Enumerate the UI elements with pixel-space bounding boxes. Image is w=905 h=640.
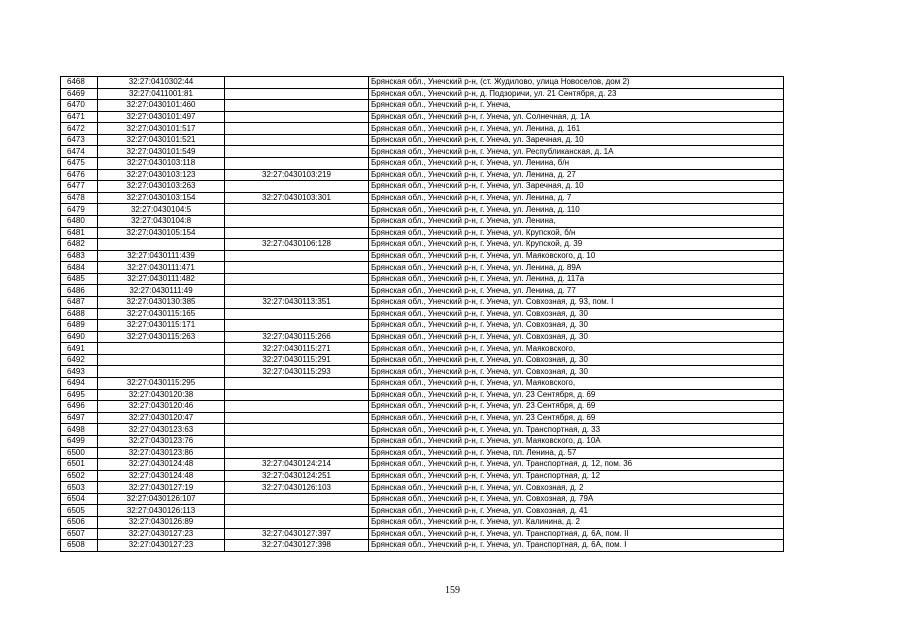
table-row bbox=[61, 424, 784, 436]
cell-related-cadastral-number bbox=[225, 435, 369, 447]
cell-address: Брянская обл., Унечский р-н, г. Унеча, ул. Ленина, д. 89А bbox=[369, 262, 784, 274]
cell-related-cadastral-number bbox=[225, 493, 369, 505]
cell-related-cadastral-number bbox=[225, 424, 369, 436]
cell-cadastral-number: 32:27:0430115:165 bbox=[98, 308, 225, 320]
cell-address: Брянская обл., Унечский р-н, г. Унеча, ул. Ленина, д. 161 bbox=[369, 123, 784, 135]
cell-record-number: 6470 bbox=[61, 100, 98, 112]
table-row bbox=[61, 354, 784, 366]
table-row bbox=[61, 158, 784, 170]
cell-record-number: 6481 bbox=[61, 227, 98, 239]
table-row bbox=[61, 77, 784, 89]
cell-address: Брянская обл., Унечский р-н, г. Унеча, ул. Транспортная, д. 6А, пом. II bbox=[369, 528, 784, 540]
cell-cadastral-number: 32:27:0430111:49 bbox=[98, 285, 225, 297]
cell-address: Брянская обл., Унечский р-н, г. Унеча, ул. Солнечная, д. 1А bbox=[369, 111, 784, 123]
cell-address: Брянская обл., Унечский р-н, г. Унеча, ул. Крупской, б/н bbox=[369, 227, 784, 239]
cell-cadastral-number: 32:27:0430103:118 bbox=[98, 158, 225, 170]
cell-record-number: 6477 bbox=[61, 181, 98, 193]
cell-address: Брянская обл., Унечский р-н, (ст. Жудилово, улица Новоселов, дом 2) bbox=[369, 77, 784, 89]
cell-related-cadastral-number: 32:27:0430115:293 bbox=[225, 366, 369, 378]
table-row bbox=[61, 227, 784, 239]
table-row bbox=[61, 389, 784, 401]
cell-cadastral-number: 32:27:0430103:154 bbox=[98, 192, 225, 204]
cell-related-cadastral-number: 32:27:0430124:214 bbox=[225, 459, 369, 471]
table-row bbox=[61, 296, 784, 308]
table-row bbox=[61, 134, 784, 146]
cell-address: Брянская обл., Унечский р-н, г. Унеча, ул. Совхозная, д. 79А bbox=[369, 493, 784, 505]
cell-cadastral-number: 32:27:0430126:113 bbox=[98, 505, 225, 517]
cell-cadastral-number: 32:27:0430104:8 bbox=[98, 215, 225, 227]
cell-record-number: 6501 bbox=[61, 459, 98, 471]
cell-address: Брянская обл., Унечский р-н, д. Подзоричи, ул. 21 Сентября, д. 23 bbox=[369, 88, 784, 100]
cell-cadastral-number: 32:27:0430103:263 bbox=[98, 181, 225, 193]
cell-record-number: 6484 bbox=[61, 262, 98, 274]
cell-record-number: 6468 bbox=[61, 77, 98, 89]
cell-related-cadastral-number bbox=[225, 111, 369, 123]
cell-related-cadastral-number bbox=[225, 134, 369, 146]
cell-related-cadastral-number bbox=[225, 181, 369, 193]
cell-cadastral-number: 32:27:0430101:517 bbox=[98, 123, 225, 135]
cell-cadastral-number: 32:27:0430126:107 bbox=[98, 493, 225, 505]
cell-related-cadastral-number bbox=[225, 505, 369, 517]
table-row bbox=[61, 123, 784, 135]
cell-cadastral-number bbox=[98, 343, 225, 355]
cell-address: Брянская обл., Унечский р-н, г. Унеча, ул. Транспортная, д. 33 bbox=[369, 424, 784, 436]
cell-related-cadastral-number bbox=[225, 250, 369, 262]
table-row bbox=[61, 88, 784, 100]
cell-related-cadastral-number bbox=[225, 320, 369, 332]
table-row bbox=[61, 516, 784, 528]
cell-address: Брянская обл., Унечский р-н, г. Унеча, ул. Республиканская, д. 1А bbox=[369, 146, 784, 158]
cell-cadastral-number: 32:27:0430123:86 bbox=[98, 447, 225, 459]
cell-cadastral-number: 32:27:0430123:63 bbox=[98, 424, 225, 436]
cell-record-number: 6504 bbox=[61, 493, 98, 505]
cell-related-cadastral-number: 32:27:0430115:271 bbox=[225, 343, 369, 355]
cell-record-number: 6486 bbox=[61, 285, 98, 297]
cell-related-cadastral-number: 32:27:0430127:397 bbox=[225, 528, 369, 540]
cell-related-cadastral-number bbox=[225, 401, 369, 413]
cell-related-cadastral-number: 32:27:0430103:219 bbox=[225, 169, 369, 181]
cell-record-number: 6485 bbox=[61, 273, 98, 285]
table-row bbox=[61, 308, 784, 320]
cell-cadastral-number: 32:27:0430101:549 bbox=[98, 146, 225, 158]
cell-address: Брянская обл., Унечский р-н, г. Унеча, ул. Маяковского, д. 10 bbox=[369, 250, 784, 262]
cell-record-number: 6487 bbox=[61, 296, 98, 308]
cell-record-number: 6473 bbox=[61, 134, 98, 146]
cell-record-number: 6480 bbox=[61, 215, 98, 227]
cell-address: Брянская обл., Унечский р-н, г. Унеча, ул. Ленина, д. 27 bbox=[369, 169, 784, 181]
cell-record-number: 6493 bbox=[61, 366, 98, 378]
cell-related-cadastral-number: 32:27:0430127:398 bbox=[225, 540, 369, 552]
cell-related-cadastral-number bbox=[225, 204, 369, 216]
cell-address: Брянская обл., Унечский р-н, г. Унеча, ул. Ленина, д. 110 bbox=[369, 204, 784, 216]
cell-record-number: 6497 bbox=[61, 412, 98, 424]
cell-address: Брянская обл., Унечский р-н, г. Унеча, ул. Крупской, д. 39 bbox=[369, 239, 784, 251]
cell-cadastral-number: 32:27:0430115:295 bbox=[98, 378, 225, 390]
cell-cadastral-number: 32:27:0430127:19 bbox=[98, 482, 225, 494]
cell-address: Брянская обл., Унечский р-н, г. Унеча, ул. Совхозная, д. 2 bbox=[369, 482, 784, 494]
table-row bbox=[61, 204, 784, 216]
table-row bbox=[61, 435, 784, 447]
cell-record-number: 6508 bbox=[61, 540, 98, 552]
cell-related-cadastral-number bbox=[225, 308, 369, 320]
cell-related-cadastral-number: 32:27:0430106:128 bbox=[225, 239, 369, 251]
cell-address: Брянская обл., Унечский р-н, г. Унеча, ул. Совхозная, д. 30 bbox=[369, 354, 784, 366]
table-row bbox=[61, 447, 784, 459]
table-row bbox=[61, 401, 784, 413]
cell-address: Брянская обл., Унечский р-н, г. Унеча, ул. Совхозная, д. 30 bbox=[369, 366, 784, 378]
cell-related-cadastral-number bbox=[225, 389, 369, 401]
cell-address: Брянская обл., Унечский р-н, г. Унеча, ул. Ленина, bbox=[369, 215, 784, 227]
cell-record-number: 6495 bbox=[61, 389, 98, 401]
table-row bbox=[61, 470, 784, 482]
cell-address: Брянская обл., Унечский р-н, г. Унеча, ул. Совхозная, д. 30 bbox=[369, 308, 784, 320]
cell-address: Брянская обл., Унечский р-н, г. Унеча, ул. Маяковского, bbox=[369, 378, 784, 390]
page-number: 159 bbox=[445, 585, 460, 596]
cell-related-cadastral-number bbox=[225, 516, 369, 528]
cell-record-number: 6494 bbox=[61, 378, 98, 390]
table-row bbox=[61, 250, 784, 262]
table-row bbox=[61, 378, 784, 390]
cell-cadastral-number: 32:27:0411001:81 bbox=[98, 88, 225, 100]
cell-record-number: 6482 bbox=[61, 239, 98, 251]
cell-related-cadastral-number bbox=[225, 227, 369, 239]
cell-address: Брянская обл., Унечский р-н, г. Унеча, ул. Совхозная, д. 41 bbox=[369, 505, 784, 517]
table-row bbox=[61, 320, 784, 332]
cell-address: Брянская обл., Унечский р-н, г. Унеча, ул. Калинина, д. 2 bbox=[369, 516, 784, 528]
table-row bbox=[61, 366, 784, 378]
cell-record-number: 6479 bbox=[61, 204, 98, 216]
cell-related-cadastral-number bbox=[225, 100, 369, 112]
cell-record-number: 6489 bbox=[61, 320, 98, 332]
cell-related-cadastral-number: 32:27:0430115:266 bbox=[225, 331, 369, 343]
cell-record-number: 6483 bbox=[61, 250, 98, 262]
cell-related-cadastral-number bbox=[225, 285, 369, 297]
table-row bbox=[61, 343, 784, 355]
cell-related-cadastral-number bbox=[225, 146, 369, 158]
cell-related-cadastral-number: 32:27:0430113:351 bbox=[225, 296, 369, 308]
table-row bbox=[61, 146, 784, 158]
cell-address: Брянская обл., Унечский р-н, г. Унеча, ул. Транспортная, д. 6А, пом. I bbox=[369, 540, 784, 552]
cell-address: Брянская обл., Унечский р-н, г. Унеча, ул. Ленина, д. 77 bbox=[369, 285, 784, 297]
cell-related-cadastral-number bbox=[225, 447, 369, 459]
cell-address: Брянская обл., Унечский р-н, г. Унеча, bbox=[369, 100, 784, 112]
cell-cadastral-number: 32:27:0430101:497 bbox=[98, 111, 225, 123]
cell-cadastral-number: 32:27:0430127:23 bbox=[98, 528, 225, 540]
cell-record-number: 6490 bbox=[61, 331, 98, 343]
cell-address: Брянская обл., Унечский р-н, г. Унеча, ул. Совхозная, д. 30 bbox=[369, 320, 784, 332]
table-row bbox=[61, 169, 784, 181]
cell-record-number: 6502 bbox=[61, 470, 98, 482]
cell-cadastral-number bbox=[98, 239, 225, 251]
table-row bbox=[61, 505, 784, 517]
cell-related-cadastral-number bbox=[225, 378, 369, 390]
cell-address: Брянская обл., Унечский р-н, г. Унеча, ул. Заречная, д. 10 bbox=[369, 134, 784, 146]
cell-address: Брянская обл., Унечский р-н, г. Унеча, ул. Заречная, д. 10 bbox=[369, 181, 784, 193]
cell-address: Брянская обл., Унечский р-н, г. Унеча, ул. Маяковского, д. 10А bbox=[369, 435, 784, 447]
table-row bbox=[61, 482, 784, 494]
cell-record-number: 6499 bbox=[61, 435, 98, 447]
cell-record-number: 6496 bbox=[61, 401, 98, 413]
cell-cadastral-number: 32:27:0430105:154 bbox=[98, 227, 225, 239]
cell-related-cadastral-number bbox=[225, 412, 369, 424]
cell-record-number: 6505 bbox=[61, 505, 98, 517]
cell-cadastral-number: 32:27:0430103:123 bbox=[98, 169, 225, 181]
cell-cadastral-number: 32:27:0430115:171 bbox=[98, 320, 225, 332]
cell-address: Брянская обл., Унечский р-н, г. Унеча, пл. Ленина, д. 57 bbox=[369, 447, 784, 459]
cell-record-number: 6469 bbox=[61, 88, 98, 100]
cell-related-cadastral-number bbox=[225, 158, 369, 170]
cell-cadastral-number: 32:27:0430120:38 bbox=[98, 389, 225, 401]
cell-related-cadastral-number bbox=[225, 77, 369, 89]
cell-cadastral-number: 32:27:0430124:48 bbox=[98, 470, 225, 482]
cell-cadastral-number: 32:27:0430115:263 bbox=[98, 331, 225, 343]
cell-related-cadastral-number: 32:27:0430103:301 bbox=[225, 192, 369, 204]
table-row bbox=[61, 528, 784, 540]
cell-cadastral-number: 32:27:0430130:385 bbox=[98, 296, 225, 308]
cell-cadastral-number: 32:27:0430111:482 bbox=[98, 273, 225, 285]
table-row bbox=[61, 181, 784, 193]
cell-record-number: 6498 bbox=[61, 424, 98, 436]
table-row bbox=[61, 285, 784, 297]
cell-related-cadastral-number: 32:27:0430124:251 bbox=[225, 470, 369, 482]
cell-cadastral-number: 32:27:0430101:521 bbox=[98, 134, 225, 146]
registry-table-body bbox=[61, 77, 784, 552]
cell-address: Брянская обл., Унечский р-н, г. Унеча, ул. Транспортная, д. 12 bbox=[369, 470, 784, 482]
cell-record-number: 6478 bbox=[61, 192, 98, 204]
cell-record-number: 6488 bbox=[61, 308, 98, 320]
cell-related-cadastral-number: 32:27:0430115:291 bbox=[225, 354, 369, 366]
registry-table bbox=[60, 76, 784, 552]
cell-record-number: 6503 bbox=[61, 482, 98, 494]
table-row bbox=[61, 215, 784, 227]
cell-cadastral-number: 32:27:0410302:44 bbox=[98, 77, 225, 89]
cell-cadastral-number: 32:27:0430101:460 bbox=[98, 100, 225, 112]
cell-record-number: 6476 bbox=[61, 169, 98, 181]
cell-cadastral-number: 32:27:0430120:47 bbox=[98, 412, 225, 424]
cell-address: Брянская обл., Унечский р-н, г. Унеча, ул. Маяковского, bbox=[369, 343, 784, 355]
cell-cadastral-number: 32:27:0430111:439 bbox=[98, 250, 225, 262]
cell-cadastral-number: 32:27:0430111:471 bbox=[98, 262, 225, 274]
cell-address: Брянская обл., Унечский р-н, г. Унеча, ул. Совхозная, д. 30 bbox=[369, 331, 784, 343]
cell-address: Брянская обл., Унечский р-н, г. Унеча, ул. 23 Сентября, д. 69 bbox=[369, 389, 784, 401]
cell-cadastral-number: 32:27:0430124:48 bbox=[98, 459, 225, 471]
cell-cadastral-number: 32:27:0430123:76 bbox=[98, 435, 225, 447]
cell-address: Брянская обл., Унечский р-н, г. Унеча, ул. Ленина, б/н bbox=[369, 158, 784, 170]
cell-record-number: 6475 bbox=[61, 158, 98, 170]
cell-record-number: 6500 bbox=[61, 447, 98, 459]
cell-address: Брянская обл., Унечский р-н, г. Унеча, ул. 23 Сентября, д. 69 bbox=[369, 401, 784, 413]
cell-cadastral-number: 32:27:0430120:46 bbox=[98, 401, 225, 413]
cell-address: Брянская обл., Унечский р-н, г. Унеча, ул. Транспортная, д. 12, пом. 36 bbox=[369, 459, 784, 471]
cell-related-cadastral-number bbox=[225, 215, 369, 227]
table-row bbox=[61, 273, 784, 285]
cell-cadastral-number: 32:27:0430104:5 bbox=[98, 204, 225, 216]
cell-related-cadastral-number bbox=[225, 88, 369, 100]
cell-related-cadastral-number: 32:27:0430126:103 bbox=[225, 482, 369, 494]
cell-record-number: 6492 bbox=[61, 354, 98, 366]
cell-related-cadastral-number bbox=[225, 273, 369, 285]
cell-address: Брянская обл., Унечский р-н, г. Унеча, ул. 23 Сентября, д. 69 bbox=[369, 412, 784, 424]
table-row bbox=[61, 331, 784, 343]
cell-cadastral-number: 32:27:0430127:23 bbox=[98, 540, 225, 552]
cell-cadastral-number: 32:27:0430126:89 bbox=[98, 516, 225, 528]
cell-record-number: 6471 bbox=[61, 111, 98, 123]
cell-record-number: 6472 bbox=[61, 123, 98, 135]
cell-cadastral-number bbox=[98, 366, 225, 378]
table-row bbox=[61, 239, 784, 251]
cell-record-number: 6491 bbox=[61, 343, 98, 355]
cell-record-number: 6506 bbox=[61, 516, 98, 528]
table-row bbox=[61, 262, 784, 274]
cell-address: Брянская обл., Унечский р-н, г. Унеча, ул. Совхозная, д. 93, пом. I bbox=[369, 296, 784, 308]
table-row bbox=[61, 192, 784, 204]
table-row bbox=[61, 412, 784, 424]
cell-related-cadastral-number bbox=[225, 262, 369, 274]
cell-address: Брянская обл., Унечский р-н, г. Унеча, ул. Ленина, д. 7 bbox=[369, 192, 784, 204]
cell-record-number: 6507 bbox=[61, 528, 98, 540]
table-row bbox=[61, 540, 784, 552]
cell-address: Брянская обл., Унечский р-н, г. Унеча, ул. Ленина, д. 117а bbox=[369, 273, 784, 285]
cell-record-number: 6474 bbox=[61, 146, 98, 158]
table-row bbox=[61, 459, 784, 471]
table-row bbox=[61, 100, 784, 112]
cell-cadastral-number bbox=[98, 354, 225, 366]
table-row bbox=[61, 111, 784, 123]
cell-related-cadastral-number bbox=[225, 123, 369, 135]
table-row bbox=[61, 493, 784, 505]
